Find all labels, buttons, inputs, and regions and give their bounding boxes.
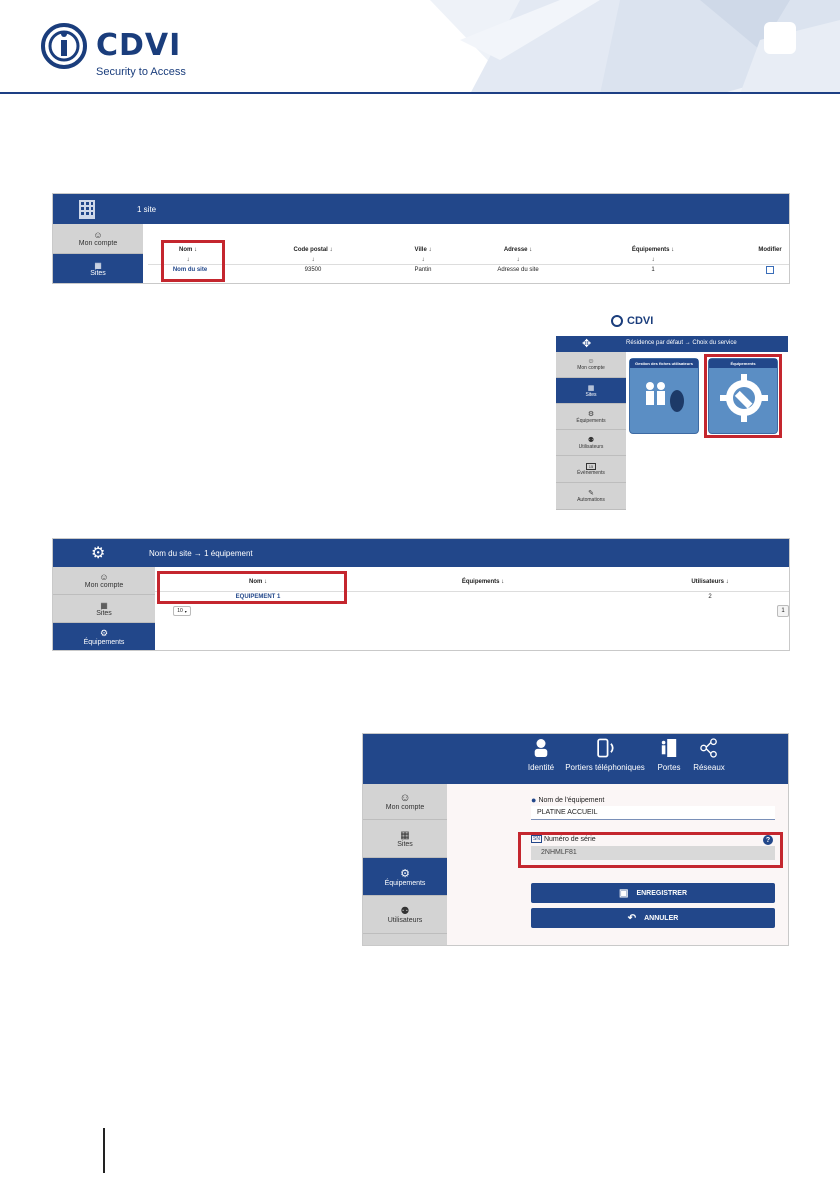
sidebar-item-label: Sites (90, 270, 106, 277)
brand-tagline: Security to Access (96, 66, 186, 78)
tile-title: Gestion des fiches utilisateurs (630, 359, 698, 368)
users-icon: ⚉ (400, 905, 410, 917)
tab-portiers[interactable] (565, 738, 645, 772)
header-rule (0, 92, 840, 94)
user-circle-icon: ☺ (587, 358, 595, 365)
sidebar-item-sites[interactable] (53, 595, 155, 623)
sites-title: 1 site (137, 205, 157, 214)
floppy-disk-icon: ▣ (618, 887, 629, 899)
breadcrumb: Résidence par défaut → Choix du service (626, 340, 737, 346)
filter-arrow[interactable]: ↓ (516, 257, 520, 263)
sites-title-bar (53, 194, 790, 224)
page-header (0, 0, 840, 94)
sidebar-item-equipements[interactable] (53, 623, 155, 651)
sites-sidebar (53, 224, 143, 284)
brand-name: CDVI (96, 28, 182, 63)
user-circle-icon: ☺ (93, 230, 103, 240)
users-icon: ⚉ (587, 436, 595, 444)
service-sidebar (556, 352, 626, 510)
undo-arrow-icon: ↶ (627, 912, 637, 924)
building-icon: ▦ (400, 829, 410, 841)
column-header-utilisateurs[interactable]: Utilisateurs ↓ (691, 579, 729, 585)
help-icon[interactable]: ? (763, 835, 773, 845)
sidebar-item-label: Sites (96, 609, 112, 617)
sidebar-item-automations[interactable] (556, 483, 626, 510)
serial-label: Numéro de série (543, 835, 596, 843)
sidebar-item-sites[interactable] (53, 254, 143, 284)
gear-icon: ⚙ (587, 410, 595, 418)
equipments-title-bar (53, 539, 790, 567)
sidebar-item-label: Équipements (384, 879, 426, 887)
page-size-value: 10 (177, 608, 183, 614)
column-header-modifier: Modifier (758, 247, 782, 253)
door-icon (660, 738, 678, 758)
equipment-name-link[interactable]: EQUIPEMENT 1 (235, 594, 281, 600)
name-label: Nom de l'équipement (538, 796, 605, 804)
filter-arrow[interactable]: ↓ (651, 257, 655, 263)
column-header-adresse[interactable]: Adresse ↓ (503, 247, 533, 253)
users-badge-icon (630, 368, 700, 428)
footer-rule (103, 1128, 105, 1173)
highlight-box (704, 354, 782, 438)
chevron-down-icon: ▾ (184, 608, 187, 614)
column-header-ville[interactable]: Ville ↓ (414, 247, 432, 253)
serial-badge-icon: SN (533, 836, 540, 842)
site-equipment-count: 1 (651, 267, 655, 273)
sidebar-item-mon-compte[interactable] (53, 567, 155, 595)
name-label-row (531, 795, 604, 805)
tab-label: Réseaux (693, 763, 725, 772)
tab-identite[interactable] (523, 738, 559, 772)
equipments-title: Nom du site → 1 équipement (149, 549, 253, 558)
equipment-form-sidebar (363, 784, 447, 946)
move-icon: ✥ (582, 338, 592, 350)
sidebar-item-label: Mon compte (78, 240, 118, 247)
site-postal-code: 93500 (304, 267, 322, 273)
tile-title: Équipements (709, 359, 777, 368)
sidebar-item-label: Automations (577, 497, 605, 503)
page-size-select[interactable] (173, 606, 191, 616)
name-field[interactable] (531, 806, 775, 820)
sidebar-item-label: Équipements (576, 417, 606, 424)
user-circle-icon: ☺ (99, 572, 109, 582)
save-button[interactable] (531, 883, 775, 903)
sidebar-item-evenements[interactable] (556, 456, 626, 483)
sidebar-item-utilisateurs[interactable] (363, 896, 447, 934)
column-header-code-postal[interactable]: Code postal ↓ (293, 247, 333, 253)
sidebar-item-label: Sites (585, 391, 597, 398)
equipment-tabs-bar (363, 734, 789, 784)
column-header-equipements[interactable]: Équipements ↓ (461, 579, 505, 585)
sidebar-item-equipements[interactable] (363, 858, 447, 896)
building-icon: ▦ (587, 384, 595, 392)
filter-arrow[interactable]: ↓ (311, 257, 315, 263)
filter-arrow[interactable]: ↓ (186, 257, 190, 263)
sidebar-item-label: Utilisateurs (387, 916, 423, 924)
sidebar-item-label: Équipements (83, 639, 125, 646)
automation-icon: ✎ (588, 490, 594, 497)
site-name-link[interactable]: Nom du site (172, 267, 208, 273)
page-tab-marker (764, 22, 796, 54)
sidebar-item-utilisateurs[interactable] (556, 430, 626, 456)
column-header-nom[interactable]: Nom ↓ (179, 247, 197, 253)
sidebar-item-label: Mon compte (84, 582, 124, 589)
edit-icon[interactable] (766, 266, 774, 274)
name-value: PLATINE ACCUEIL (537, 809, 598, 816)
column-header-equipements[interactable]: Équipements ↓ (631, 247, 675, 253)
service-title-bar (556, 336, 788, 352)
user-circle-icon: ☺ (399, 792, 411, 804)
person-icon (532, 738, 550, 758)
gear-icon: ⚙ (400, 867, 410, 880)
sidebar-item-label: Utilisateurs (578, 443, 604, 450)
equipments-screenshot (52, 538, 790, 651)
sidebar-item-mon-compte[interactable] (53, 224, 143, 254)
tile-user-records[interactable] (629, 358, 699, 434)
building-icon (77, 198, 97, 220)
intercom-phone-icon (593, 738, 617, 758)
site-address: Adresse du site (497, 267, 539, 273)
pagination-page[interactable]: 1 (777, 605, 789, 617)
person-icon: ● (531, 795, 537, 805)
sidebar-item-sites[interactable] (363, 820, 447, 858)
sites-screenshot (52, 193, 790, 284)
sidebar-item-label: Mon compte (385, 804, 425, 811)
highlight-box (161, 240, 225, 282)
tab-label: Identité (527, 763, 555, 772)
site-city: Pantin (414, 267, 432, 273)
sidebar-item-mon-compte[interactable] (556, 352, 626, 378)
building-icon: ▦ (94, 261, 102, 270)
sidebar-item-equipements[interactable] (556, 404, 626, 430)
calendar-icon: 15 (586, 463, 596, 470)
cancel-label: ANNULER (644, 914, 679, 922)
equipment-form-screenshot (362, 733, 789, 946)
column-header-nom[interactable]: Nom ↓ (249, 579, 267, 585)
gear-icon: ⚙ (91, 545, 106, 562)
sidebar-item-label: Sites (397, 840, 413, 848)
highlight-box (157, 571, 347, 604)
building-icon: ▦ (100, 600, 108, 610)
sidebar-item-mon-compte[interactable] (363, 784, 447, 820)
service-choice-screenshot (556, 308, 788, 510)
gear-icon: ⚙ (99, 628, 109, 638)
tab-reseaux[interactable] (691, 738, 727, 772)
highlight-box (518, 832, 783, 868)
mini-logo (611, 312, 681, 330)
save-label: ENREGISTRER (636, 889, 687, 897)
tab-label: Portiers téléphoniques (565, 763, 645, 772)
equipments-sidebar (53, 567, 155, 651)
tab-label: Portes (657, 763, 681, 772)
filter-arrow[interactable]: ↓ (421, 257, 425, 263)
serial-value: 2NHMLF81 (541, 849, 577, 856)
cancel-button[interactable] (531, 908, 775, 928)
sidebar-item-sites[interactable] (556, 378, 626, 404)
tab-portes[interactable] (651, 738, 687, 772)
share-network-icon (700, 738, 718, 758)
sidebar-item-label: Mon compte (577, 365, 605, 371)
sidebar-item-label: Évènements (577, 469, 605, 476)
equipment-users-count: 2 (708, 594, 712, 600)
cdvi-logo-icon (611, 315, 623, 327)
mini-brand: CDVI (627, 315, 654, 327)
row-divider (148, 264, 790, 265)
